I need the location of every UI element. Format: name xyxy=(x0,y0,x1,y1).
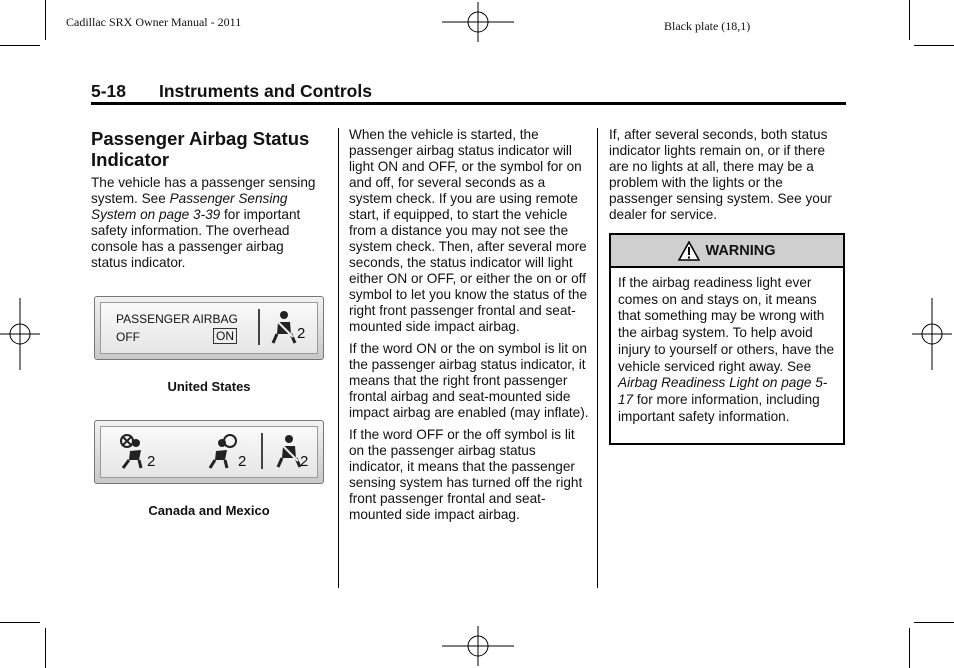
canada-mexico-indicator-panel xyxy=(94,420,324,484)
crop-mark xyxy=(914,45,954,46)
column-3 xyxy=(609,127,841,229)
title-line-1: Passenger Airbag Status xyxy=(91,128,310,149)
paragraph: When the vehicle is started, the passenger airbag status indicator will light ON and OFF, or the symbol for on and off, for several seconds as a system check. If you are using remote start, if equipped, to start the vehicle from a distance you may not see the system check. Then, after several more seconds, the status indicator will light either ON or OFF, or either the on or off symbol to let you know the status of the right front passenger frontal and seat-mounted side impact airbag. xyxy=(349,127,588,334)
caption-canada-mexico: Canada and Mexico xyxy=(148,503,270,518)
seatbelt-icon xyxy=(271,309,297,345)
seating-position-number: 2 xyxy=(297,325,306,342)
warning-header xyxy=(611,235,843,268)
intro-text: for important safety information. The overhead console has a passenger airbag status indicator. xyxy=(91,207,301,270)
caption-united-states: United States xyxy=(167,379,251,394)
paragraph: If the word ON or the on symbol is lit on the passenger airbag status indicator, it means that the right front passenger frontal airbag and seat-mounted side impact airbag are enabled (may inflate). xyxy=(349,341,589,420)
off-label: OFF xyxy=(116,330,140,344)
panel-divider xyxy=(258,309,260,345)
registration-mark-bottom xyxy=(442,626,514,666)
warning-body: for more information, including important safety information. xyxy=(618,391,820,424)
registration-mark-right xyxy=(912,298,952,370)
crop-mark xyxy=(45,628,46,668)
on-label: ON xyxy=(213,328,237,344)
paragraph: If, after several seconds, both status indicator lights remain on, or if there are no lights at all, there may be a problem with the lights or the passenger sensing system. See your dealer for service. xyxy=(609,127,832,222)
warning-box xyxy=(609,233,845,445)
panel-divider xyxy=(261,433,263,469)
crop-mark xyxy=(0,622,40,623)
intro-text: The vehicle has a passenger sensing system. See xyxy=(91,175,316,206)
crop-mark xyxy=(909,0,910,40)
cross-reference: Passenger Sensing System on page 3-39 xyxy=(91,191,288,222)
column-2 xyxy=(349,127,589,529)
us-indicator-panel xyxy=(94,296,324,360)
column-divider xyxy=(597,128,598,588)
cross-reference: Airbag Readiness Light on page 5-17 xyxy=(618,375,828,407)
crop-mark xyxy=(0,45,40,46)
seating-position-number: 2 xyxy=(300,453,309,470)
passenger-airbag-label: PASSENGER AIRBAG xyxy=(116,312,238,326)
column-1 xyxy=(91,128,321,277)
panel-face xyxy=(100,426,318,478)
manual-title: Cadillac SRX Owner Manual - 2011 xyxy=(66,15,242,29)
page-heading xyxy=(91,80,846,105)
intro-paragraph xyxy=(91,175,321,271)
page-number: 5-18 xyxy=(91,81,127,101)
panel-face xyxy=(100,302,318,354)
crop-mark xyxy=(909,628,910,668)
seating-position-number: 2 xyxy=(238,453,247,470)
title-line-2: Indicator xyxy=(91,149,170,170)
warning-text xyxy=(611,268,843,425)
seating-position-number: 2 xyxy=(147,453,156,470)
registration-mark-left xyxy=(0,298,40,370)
registration-mark-top xyxy=(442,2,514,42)
airbag-on-icon xyxy=(208,433,240,469)
seatbelt-icon xyxy=(276,433,302,469)
warning-title: WARNING xyxy=(705,242,776,259)
crop-mark xyxy=(914,622,954,623)
warning-triangle-icon xyxy=(678,241,700,261)
crop-mark xyxy=(45,0,46,40)
airbag-off-icon xyxy=(117,433,149,469)
column-divider xyxy=(338,128,339,588)
plate-label: Black plate (18,1) xyxy=(664,19,751,33)
article-title xyxy=(91,128,321,170)
paragraph: If the word OFF or the off symbol is lit on the passenger airbag status indicator, it means that the passenger sensing system has turned off the right front passenger frontal and seat-mounted side impact airbag. xyxy=(349,427,583,522)
section-title: Instruments and Controls xyxy=(159,81,372,101)
warning-body: If the airbag readiness light ever comes on and stays on, it means that something may be wrong with the airbag system. To help avoid injury to yourself or others, have the vehicle serviced right away. See xyxy=(618,275,835,374)
